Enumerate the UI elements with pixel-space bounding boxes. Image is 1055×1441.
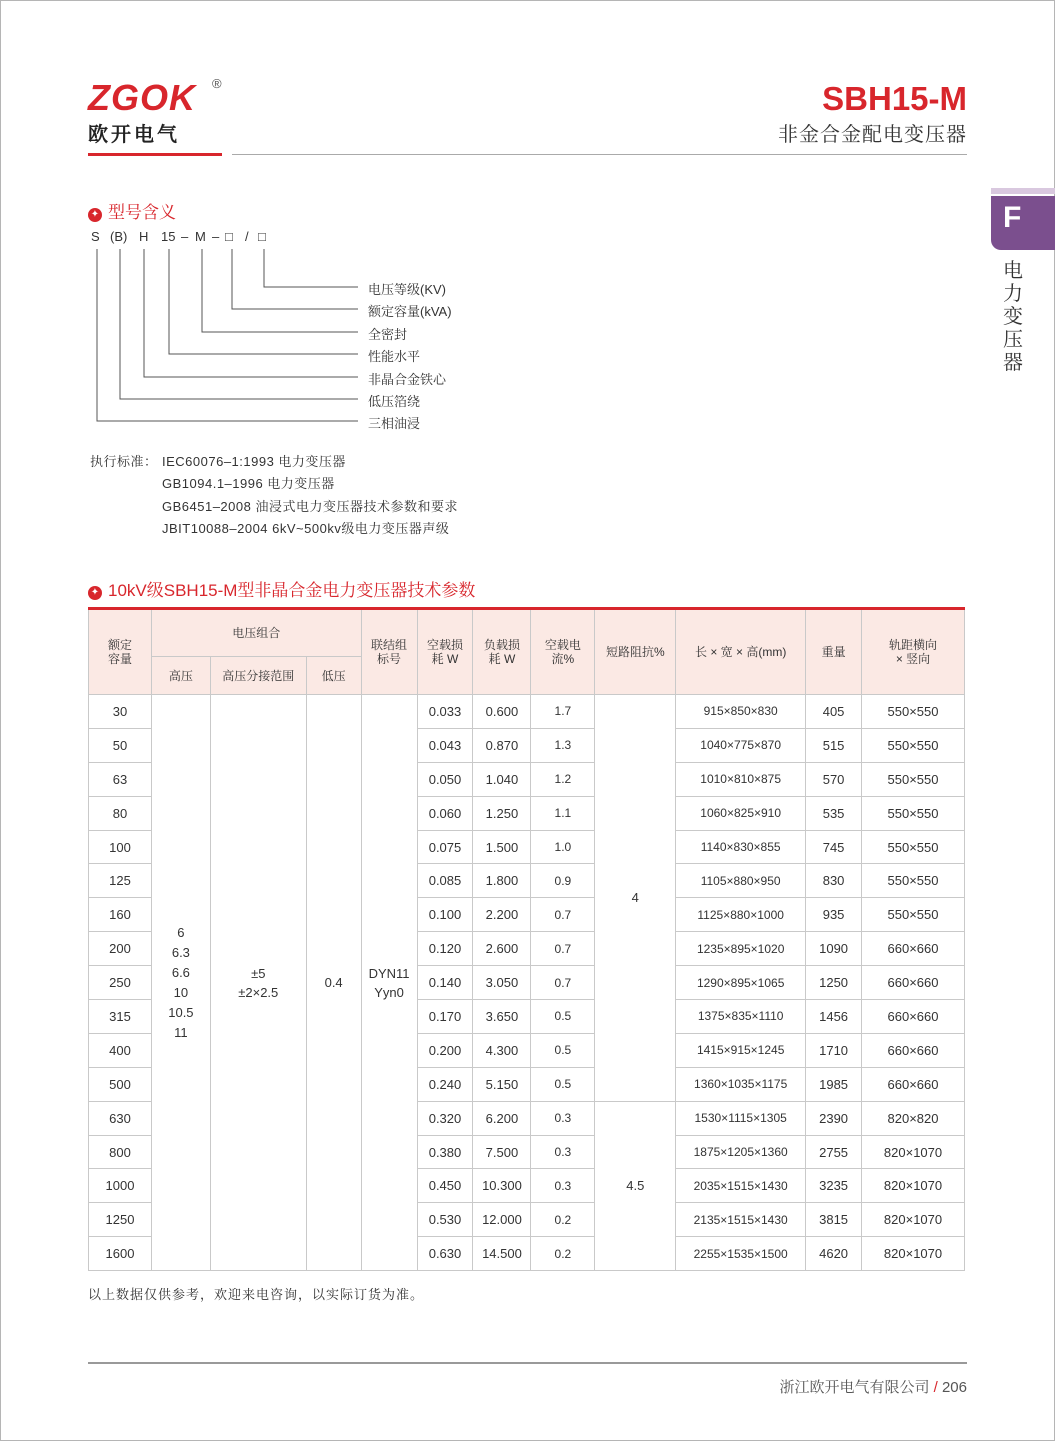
- cell-current: 0.3: [531, 1169, 595, 1203]
- cell-weight: 535: [806, 796, 862, 830]
- cell-current: 0.5: [531, 1067, 595, 1101]
- cell-current: 0.5: [531, 1000, 595, 1034]
- cell-dimensions: 1235×895×1020: [676, 932, 806, 966]
- cell-current: 1.3: [531, 728, 595, 762]
- cell-dimensions: 1290×895×1065: [676, 966, 806, 1000]
- section-tech-params: [88, 576, 475, 601]
- standard-item: GB1094.1–1996 电力变压器: [162, 476, 335, 491]
- standards-prefix: 执行标准：: [90, 454, 158, 469]
- cell-gauge: 550×550: [862, 695, 965, 729]
- cell-dimensions: 1140×830×855: [676, 830, 806, 864]
- cell-gauge: 550×550: [862, 864, 965, 898]
- cell-capacity: 1600: [89, 1237, 152, 1271]
- header-weight: 重量: [806, 609, 862, 695]
- cell-dimensions: 1040×775×870: [676, 728, 806, 762]
- code-char: /: [245, 229, 249, 244]
- cell-gauge: 660×660: [862, 1000, 965, 1034]
- cell-dimensions: 1375×835×1110: [676, 1000, 806, 1034]
- cell-capacity: 63: [89, 762, 152, 796]
- cell-weight: 2390: [806, 1101, 862, 1135]
- cell-weight: 745: [806, 830, 862, 864]
- cell-gauge: 550×550: [862, 898, 965, 932]
- cell-weight: 570: [806, 762, 862, 796]
- cell-gauge: 820×1070: [862, 1169, 965, 1203]
- cell-gauge: 550×550: [862, 762, 965, 796]
- cell-tap-merged: [210, 695, 306, 1271]
- header-lv: 低压: [306, 657, 361, 695]
- cell-capacity: 400: [89, 1033, 152, 1067]
- logo-text-cn: 欧开电气: [88, 124, 180, 146]
- section-title: 型号含义: [108, 203, 176, 222]
- header-voltage-group: 电压组合: [151, 609, 361, 657]
- cell-current: 0.2: [531, 1203, 595, 1237]
- tap-value: ±5: [251, 965, 266, 981]
- cell-capacity: 125: [89, 864, 152, 898]
- code-char: (B): [110, 229, 128, 244]
- code-char: –: [212, 229, 220, 244]
- code-char: S: [91, 229, 100, 244]
- cell-noload: 0.380: [417, 1135, 473, 1169]
- cell-weight: 515: [806, 728, 862, 762]
- cell-load: 1.040: [473, 762, 531, 796]
- cell-dimensions: 2135×1515×1430: [676, 1203, 806, 1237]
- cell-current: 1.1: [531, 796, 595, 830]
- hv-value: 10: [173, 984, 189, 1000]
- footer-company: 浙江欧开电气有限公司: [779, 1379, 930, 1396]
- code-label: 额定容量(kVA): [368, 304, 452, 319]
- section-title: 10kV级SBH15-M型非晶合金电力变压器技术参数: [108, 581, 476, 600]
- cell-noload: 0.120: [417, 932, 473, 966]
- cell-weight: 2755: [806, 1135, 862, 1169]
- cell-hv-merged: [151, 695, 210, 1271]
- cell-weight: 3235: [806, 1169, 862, 1203]
- cell-weight: 830: [806, 864, 862, 898]
- cell-load: 2.200: [473, 898, 531, 932]
- cell-dimensions: 1530×1115×1305: [676, 1101, 806, 1135]
- cell-dimensions: 1875×1205×1360: [676, 1135, 806, 1169]
- cell-noload: 0.630: [417, 1237, 473, 1271]
- cell-dimensions: 1060×825×910: [676, 796, 806, 830]
- cell-load: 3.650: [473, 1000, 531, 1034]
- header-vector-group: 联结组标号: [361, 609, 417, 695]
- cell-impedance-merged: 4: [595, 695, 676, 1102]
- cell-noload: 0.033: [417, 695, 473, 729]
- cell-noload: 0.170: [417, 1000, 473, 1034]
- model-code-diagram: [0, 0, 400, 440]
- cell-capacity: 50: [89, 728, 152, 762]
- cell-dimensions: 915×850×830: [676, 695, 806, 729]
- spec-table: [88, 607, 965, 1271]
- cell-gauge: 550×550: [862, 796, 965, 830]
- cell-gauge: 550×550: [862, 728, 965, 762]
- cell-noload: 0.100: [417, 898, 473, 932]
- cell-noload: 0.075: [417, 830, 473, 864]
- cell-gauge: 820×1070: [862, 1135, 965, 1169]
- cell-gauge: 550×550: [862, 830, 965, 864]
- cell-load: 3.050: [473, 966, 531, 1000]
- footer: [779, 1376, 967, 1397]
- page-number: 206: [941, 1379, 967, 1396]
- cell-load: 1.800: [473, 864, 531, 898]
- code-label: 三相油浸: [368, 416, 421, 431]
- cell-dimensions: 1105×880×950: [676, 864, 806, 898]
- cell-load: 6.200: [473, 1101, 531, 1135]
- footer-separator: /: [933, 1379, 938, 1396]
- cell-dimensions: 1125×880×1000: [676, 898, 806, 932]
- cell-load: 0.600: [473, 695, 531, 729]
- cell-noload: 0.085: [417, 864, 473, 898]
- cell-noload: 0.043: [417, 728, 473, 762]
- code-char: 15: [161, 229, 176, 244]
- cell-dimensions: 2035×1515×1430: [676, 1169, 806, 1203]
- cell-weight: 935: [806, 898, 862, 932]
- code-char: □: [225, 229, 233, 244]
- cell-current: 0.5: [531, 1033, 595, 1067]
- cell-noload: 0.200: [417, 1033, 473, 1067]
- hv-value: 6.6: [171, 964, 190, 980]
- side-tab-label: 电力变压器: [1003, 260, 1023, 374]
- cell-capacity: 30: [89, 695, 152, 729]
- cell-gauge: 820×1070: [862, 1203, 965, 1237]
- cell-current: 0.7: [531, 932, 595, 966]
- cell-load: 7.500: [473, 1135, 531, 1169]
- header-noload-current: 空载电流%: [531, 609, 595, 695]
- code-label: 低压箔绕: [368, 394, 421, 409]
- cell-noload: 0.240: [417, 1067, 473, 1101]
- cell-capacity: 250: [89, 966, 152, 1000]
- cell-lv-merged: 0.4: [306, 695, 361, 1271]
- cell-load: 4.300: [473, 1033, 531, 1067]
- cell-noload: 0.530: [417, 1203, 473, 1237]
- model-title: SBH15-M: [822, 80, 967, 117]
- registered-mark: ®: [212, 76, 222, 91]
- hv-value: 11: [174, 1024, 188, 1040]
- cell-dimensions: 1415×915×1245: [676, 1033, 806, 1067]
- cell-capacity: 1250: [89, 1203, 152, 1237]
- cell-load: 2.600: [473, 932, 531, 966]
- cell-capacity: 500: [89, 1067, 152, 1101]
- cell-gauge: 660×660: [862, 932, 965, 966]
- vector-value: Yyn0: [374, 984, 404, 1000]
- cell-current: 1.7: [531, 695, 595, 729]
- header-dimensions: 长 × 宽 × 高(mm): [676, 609, 806, 695]
- side-tab-bar: [991, 188, 1055, 194]
- cell-gauge: 660×660: [862, 1033, 965, 1067]
- cell-current: 0.2: [531, 1237, 595, 1271]
- cell-noload: 0.450: [417, 1169, 473, 1203]
- vector-value: DYN11: [368, 965, 410, 981]
- cell-gauge: 820×820: [862, 1101, 965, 1135]
- tap-value: ±2×2.5: [238, 984, 279, 1000]
- star-bullet-icon: ✦: [88, 208, 102, 222]
- disclaimer-note: 以上数据仅供参考，欢迎来电咨询，以实际订货为准。: [88, 1287, 425, 1302]
- cell-capacity: 200: [89, 932, 152, 966]
- cell-current: 1.0: [531, 830, 595, 864]
- cell-load: 12.000: [473, 1203, 531, 1237]
- cell-load: 10.300: [473, 1169, 531, 1203]
- cell-weight: 4620: [806, 1237, 862, 1271]
- cell-capacity: 80: [89, 796, 152, 830]
- cell-noload: 0.320: [417, 1101, 473, 1135]
- cell-capacity: 315: [89, 1000, 152, 1034]
- header-load-loss: 负载损耗 W: [473, 609, 531, 695]
- cell-load: 5.150: [473, 1067, 531, 1101]
- hv-value: 6: [177, 924, 185, 940]
- cell-weight: 3815: [806, 1203, 862, 1237]
- cell-load: 14.500: [473, 1237, 531, 1271]
- cell-current: 1.2: [531, 762, 595, 796]
- cell-dimensions: 1360×1035×1175: [676, 1067, 806, 1101]
- cell-capacity: 800: [89, 1135, 152, 1169]
- cell-weight: 1456: [806, 1000, 862, 1034]
- standard-item: GB6451–2008 油浸式电力变压器技术参数和要求: [162, 499, 458, 514]
- cell-gauge: 660×660: [862, 1067, 965, 1101]
- cell-noload: 0.060: [417, 796, 473, 830]
- cell-load: 0.870: [473, 728, 531, 762]
- table-row: [89, 695, 965, 729]
- cell-weight: 1090: [806, 932, 862, 966]
- logo-text-en: ZGOK: [88, 77, 196, 118]
- header-impedance: 短路阻抗%: [595, 609, 676, 695]
- cell-capacity: 100: [89, 830, 152, 864]
- cell-dimensions: 2255×1535×1500: [676, 1237, 806, 1271]
- footer-divider: [88, 1362, 967, 1364]
- cell-weight: 1250: [806, 966, 862, 1000]
- cell-capacity: 1000: [89, 1169, 152, 1203]
- standard-item: IEC60076–1:1993 电力变压器: [162, 454, 346, 469]
- hv-value: 6.3: [171, 944, 190, 960]
- header-noload-loss: 空载损耗 W: [417, 609, 473, 695]
- cell-current: 0.9: [531, 864, 595, 898]
- code-label: 性能水平: [368, 349, 421, 364]
- standard-item: JBIT10088–2004 6kV~500kv级电力变压器声级: [162, 521, 450, 536]
- header-gauge: 轨距横向 × 竖向: [862, 609, 965, 695]
- cell-impedance-merged: 4.5: [595, 1101, 676, 1270]
- cell-gauge: 820×1070: [862, 1237, 965, 1271]
- cell-dimensions: 1010×810×875: [676, 762, 806, 796]
- cell-current: 0.3: [531, 1135, 595, 1169]
- cell-vector-merged: [361, 695, 417, 1271]
- cell-capacity: 160: [89, 898, 152, 932]
- cell-capacity: 630: [89, 1101, 152, 1135]
- cell-noload: 0.050: [417, 762, 473, 796]
- code-label: 电压等级(KV): [368, 282, 447, 297]
- cell-current: 0.7: [531, 898, 595, 932]
- header-hv: 高压: [151, 657, 210, 695]
- cell-load: 1.500: [473, 830, 531, 864]
- cell-current: 0.3: [531, 1101, 595, 1135]
- code-char: H: [139, 229, 149, 244]
- header-capacity: 额定容量: [89, 609, 152, 695]
- star-bullet-icon: ✦: [88, 586, 102, 600]
- code-char: –: [181, 229, 189, 244]
- header-tap-range: 高压分接范围: [210, 657, 306, 695]
- code-char: M: [195, 229, 206, 244]
- code-label: 全密封: [368, 327, 408, 342]
- cell-weight: 405: [806, 695, 862, 729]
- model-subtitle: 非金合金配电变压器: [778, 124, 967, 146]
- cell-load: 1.250: [473, 796, 531, 830]
- side-tab-letter: F: [991, 196, 1055, 250]
- cell-weight: 1985: [806, 1067, 862, 1101]
- cell-weight: 1710: [806, 1033, 862, 1067]
- cell-gauge: 660×660: [862, 966, 965, 1000]
- code-label: 非晶合金铁心: [368, 372, 447, 387]
- cell-noload: 0.140: [417, 966, 473, 1000]
- cell-current: 0.7: [531, 966, 595, 1000]
- hv-value: 10.5: [168, 1004, 194, 1020]
- code-char: □: [258, 229, 266, 244]
